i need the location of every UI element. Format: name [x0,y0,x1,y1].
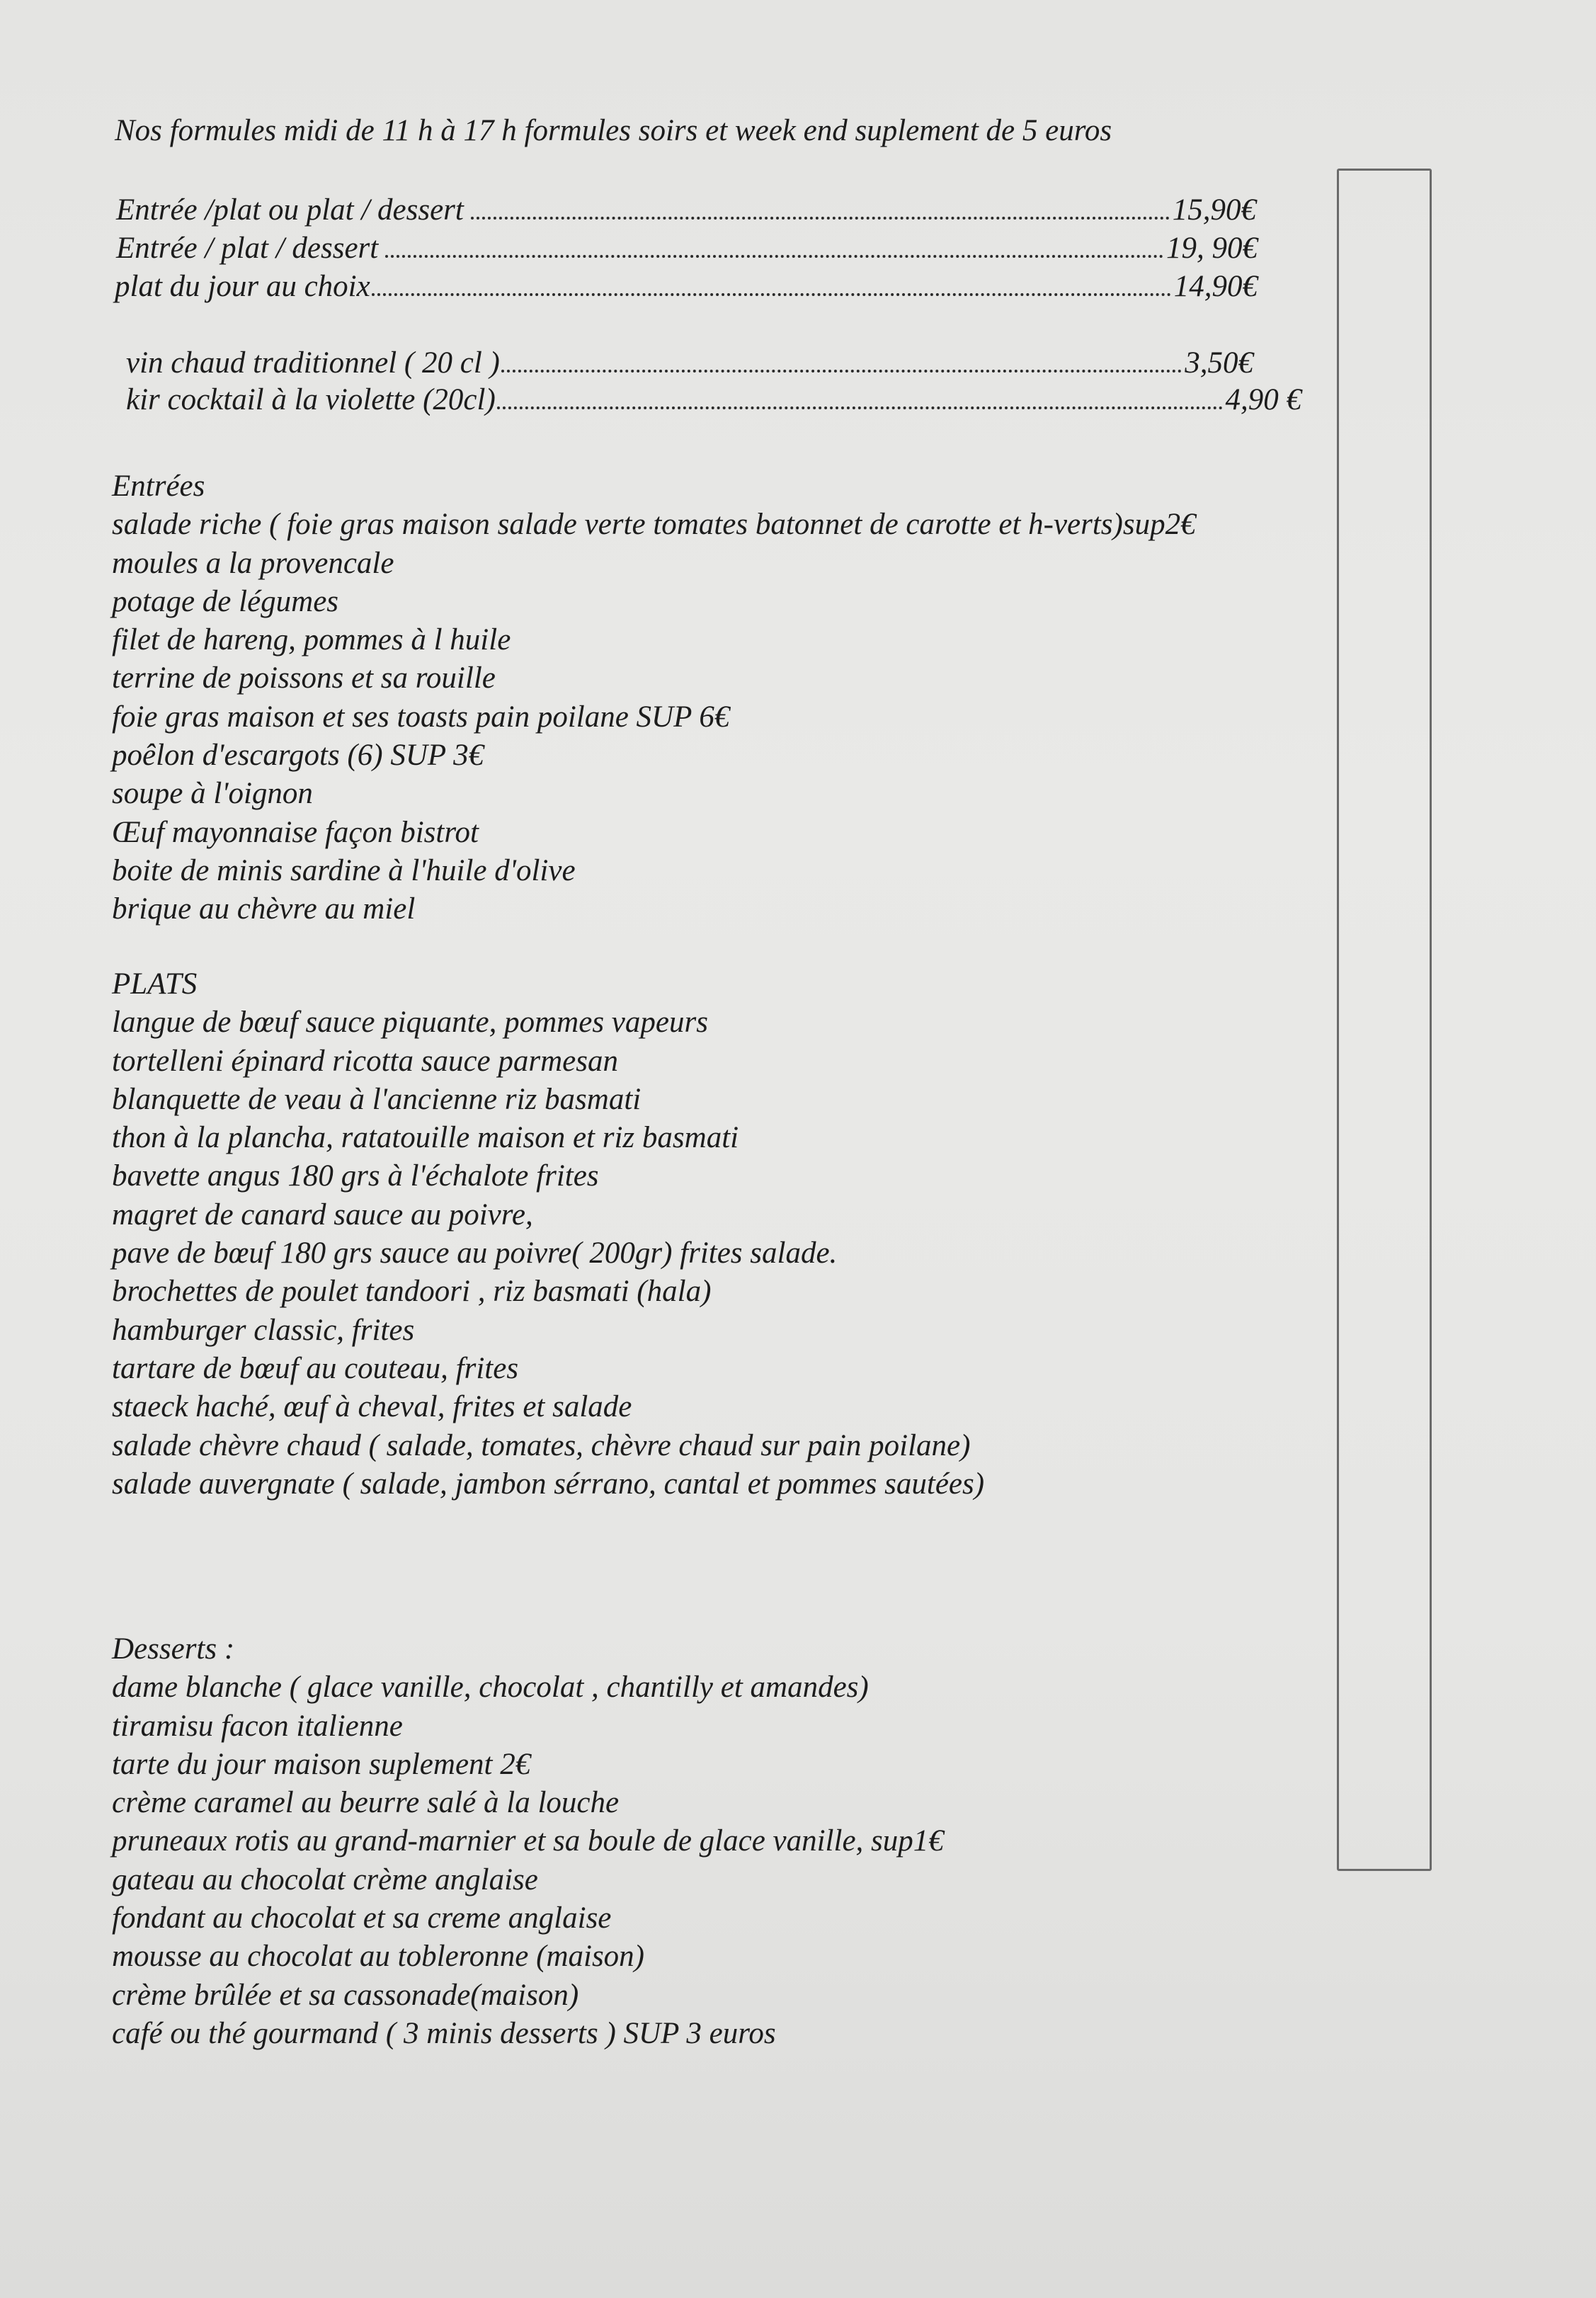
dot-leader [497,406,1223,409]
menu-item: foie gras maison et ses toasts pain poilane SUP 6€ [112,700,730,734]
formule-row [115,269,1258,305]
dot-leader [471,217,1170,220]
dot-leader [372,293,1171,296]
menu-item: tortelleni épinard ricotta sauce parmesan [112,1044,618,1078]
menu-item: fondant au chocolat et sa creme anglaise [112,1901,612,1935]
menu-header: Nos formules midi de 11 h à 17 h formules soirs et week end suplement de 5 euros [115,114,1112,147]
menu-item: brique au chèvre au miel [112,892,416,926]
menu-item: salade auvergnate ( salade, jambon sérrano, cantal et pommes sautées) [112,1467,985,1501]
menu-item: tartare de bœuf au couteau, frites [112,1351,519,1385]
formule-row [116,231,1258,266]
menu-item: tarte du jour maison suplement 2€ [112,1747,531,1781]
menu-item: staeck haché, œuf à cheval, frites et salade [112,1390,632,1424]
plats-section [112,965,984,1503]
section-title: Entrées [112,470,205,503]
menu-item: Œuf mayonnaise façon bistrot [112,815,479,849]
formule-price: 14,90€ [1173,270,1258,303]
menu-item: filet de hareng, pommes à l huile [112,623,511,657]
menu-item: bavette angus 180 grs à l'échalote frites [112,1159,599,1193]
desserts-section [112,1630,944,2053]
menu-item: terrine de poissons et sa rouille [112,661,496,695]
menu-item: thon à la plancha, ratatouille maison et riz basmati [112,1121,739,1155]
formule-price: 15,90€ [1172,193,1256,227]
menu-item: brochettes de poulet tandoori , riz basmati (hala) [112,1275,712,1309]
menu-item: potage de légumes [112,584,339,618]
entrees-section [112,467,1196,929]
menu-item: poêlon d'escargots (6) SUP 3€ [112,739,484,773]
side-box [1337,169,1432,1871]
menu-item: pruneaux rotis au grand-marnier et sa boule de glace vanille, sup1€ [112,1824,944,1858]
drink-row [126,382,1301,418]
drink-price: 4,90 € [1225,383,1301,416]
menu-item: pave de bœuf 180 grs sauce au poivre( 200gr) frites salade. [112,1236,838,1270]
formule-price: 19, 90€ [1166,232,1258,265]
menu-item: salade riche ( foie gras maison salade verte tomates batonnet de carotte et h-verts)sup2€ [112,508,1196,542]
formule-label: Entrée /plat ou plat / dessert [116,193,464,227]
menu-item: café ou thé gourmand ( 3 minis desserts ) SUP 3 euros [112,2016,776,2050]
menu-item: crème brûlée et sa cassonade(maison) [112,1978,579,2012]
section-title: Desserts : [112,1632,235,1666]
dot-leader [501,370,1182,372]
menu-item: moules a la provencale [112,546,394,580]
drink-label: vin chaud traditionnel ( 20 cl ) [126,346,500,380]
dot-leader [385,255,1163,258]
drink-price: 3,50€ [1185,346,1253,380]
menu-item: langue de bœuf sauce piquante, pommes vapeurs [112,1006,708,1040]
menu-item: salade chèvre chaud ( salade, tomates, chèvre chaud sur pain poilane) [112,1428,971,1462]
drink-label: kir cocktail à la violette (20cl) [126,383,496,416]
formule-label: Entrée / plat / dessert [116,232,379,265]
menu-item: soupe à l'oignon [112,777,313,811]
menu-item: crème caramel au beurre salé à la louche [112,1786,620,1820]
formule-row [116,193,1256,228]
menu-item: dame blanche ( glace vanille, chocolat , chantilly et amandes) [112,1671,869,1705]
menu-item: boite de minis sardine à l'huile d'olive [112,853,576,887]
menu-item: mousse au chocolat au tobleronne (maison) [112,1940,644,1974]
menu-item: gateau au chocolat crème anglaise [112,1862,538,1896]
section-title: PLATS [112,967,198,1001]
formule-label: plat du jour au choix [115,270,370,303]
menu-item: hamburger classic, frites [112,1313,415,1347]
drink-row [126,346,1253,381]
menu-item: blanquette de veau à l'ancienne riz basmati [112,1082,642,1116]
menu-item: magret de canard sauce au poivre, [112,1198,533,1232]
menu-item: tiramisu facon italienne [112,1709,403,1743]
